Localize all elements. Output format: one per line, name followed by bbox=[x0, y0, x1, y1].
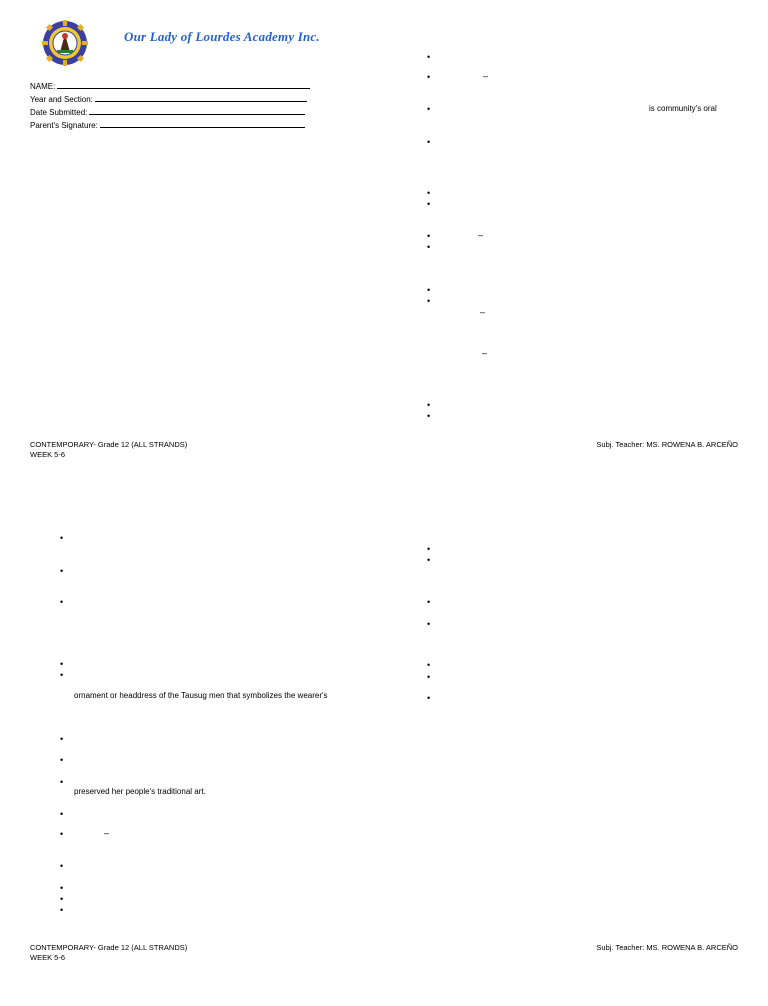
parent-signature-label: Parent's Signature: bbox=[30, 121, 98, 130]
bullet: • bbox=[427, 660, 431, 670]
year-section-field bbox=[30, 94, 307, 105]
bullet: • bbox=[60, 829, 64, 839]
bullet: • bbox=[427, 296, 431, 306]
dash: – bbox=[483, 71, 489, 81]
dash: – bbox=[478, 230, 484, 240]
bullet: • bbox=[60, 755, 64, 765]
school-name: Our Lady of Lourdes Academy Inc. bbox=[124, 29, 320, 44]
bullet: • bbox=[60, 533, 64, 543]
dash: – bbox=[482, 348, 488, 358]
bullet: • bbox=[60, 777, 64, 787]
name-blank[interactable] bbox=[57, 81, 310, 89]
date-submitted-blank[interactable] bbox=[89, 107, 305, 115]
bullet: • bbox=[427, 72, 431, 82]
bullet: • bbox=[427, 411, 431, 421]
year-section-blank[interactable] bbox=[95, 94, 307, 102]
parent-signature-field bbox=[30, 120, 305, 131]
bullet: • bbox=[427, 619, 431, 629]
bullet: • bbox=[60, 905, 64, 915]
bullet: • bbox=[60, 861, 64, 871]
bullet: • bbox=[60, 809, 64, 819]
bullet: • bbox=[427, 242, 431, 252]
bullet: • bbox=[427, 188, 431, 198]
bullet: • bbox=[60, 883, 64, 893]
bullet: • bbox=[427, 104, 431, 114]
bullet: • bbox=[427, 555, 431, 565]
bullet: • bbox=[60, 597, 64, 607]
bullet: • bbox=[60, 734, 64, 744]
bullet: • bbox=[427, 137, 431, 147]
community-oral-text: is community's oral bbox=[649, 104, 717, 113]
date-submitted-field bbox=[30, 107, 305, 118]
footer-subject: CONTEMPORARY- Grade 12 (ALL STRANDS) bbox=[30, 440, 188, 449]
bullet: • bbox=[427, 544, 431, 554]
footer-week: WEEK 5-6 bbox=[30, 953, 66, 962]
bullet: • bbox=[427, 693, 431, 703]
footer-teacher: Subj. Teacher: MS. ROWENA B. ARCEÑO bbox=[596, 943, 738, 952]
name-label: NAME: bbox=[30, 82, 56, 91]
bullet: • bbox=[60, 894, 64, 904]
bullet: • bbox=[427, 597, 431, 607]
footer-teacher: Subj. Teacher: MS. ROWENA B. ARCEÑO bbox=[596, 440, 738, 449]
bullet: • bbox=[427, 672, 431, 682]
year-section-label: Year and Section: bbox=[30, 95, 93, 104]
preserved-text: preserved her people's traditional art. bbox=[74, 787, 206, 796]
parent-signature-blank[interactable] bbox=[100, 120, 305, 128]
name-field bbox=[30, 81, 310, 92]
school-seal-logo bbox=[42, 20, 88, 66]
dash: – bbox=[104, 828, 110, 838]
date-submitted-label: Date Submitted: bbox=[30, 108, 88, 117]
bullet: • bbox=[427, 400, 431, 410]
ornament-text: ornament or headdress of the Tausug men that symbolizes the wearer's bbox=[74, 691, 328, 700]
bullet: • bbox=[60, 670, 64, 680]
dash: – bbox=[480, 307, 486, 317]
footer-subject: CONTEMPORARY- Grade 12 (ALL STRANDS) bbox=[30, 943, 188, 952]
bullet: • bbox=[427, 52, 431, 62]
bullet: • bbox=[60, 566, 64, 576]
bullet: • bbox=[60, 659, 64, 669]
bullet: • bbox=[427, 199, 431, 209]
bullet: • bbox=[427, 231, 431, 241]
bullet: • bbox=[427, 285, 431, 295]
footer-week: WEEK 5-6 bbox=[30, 450, 66, 459]
